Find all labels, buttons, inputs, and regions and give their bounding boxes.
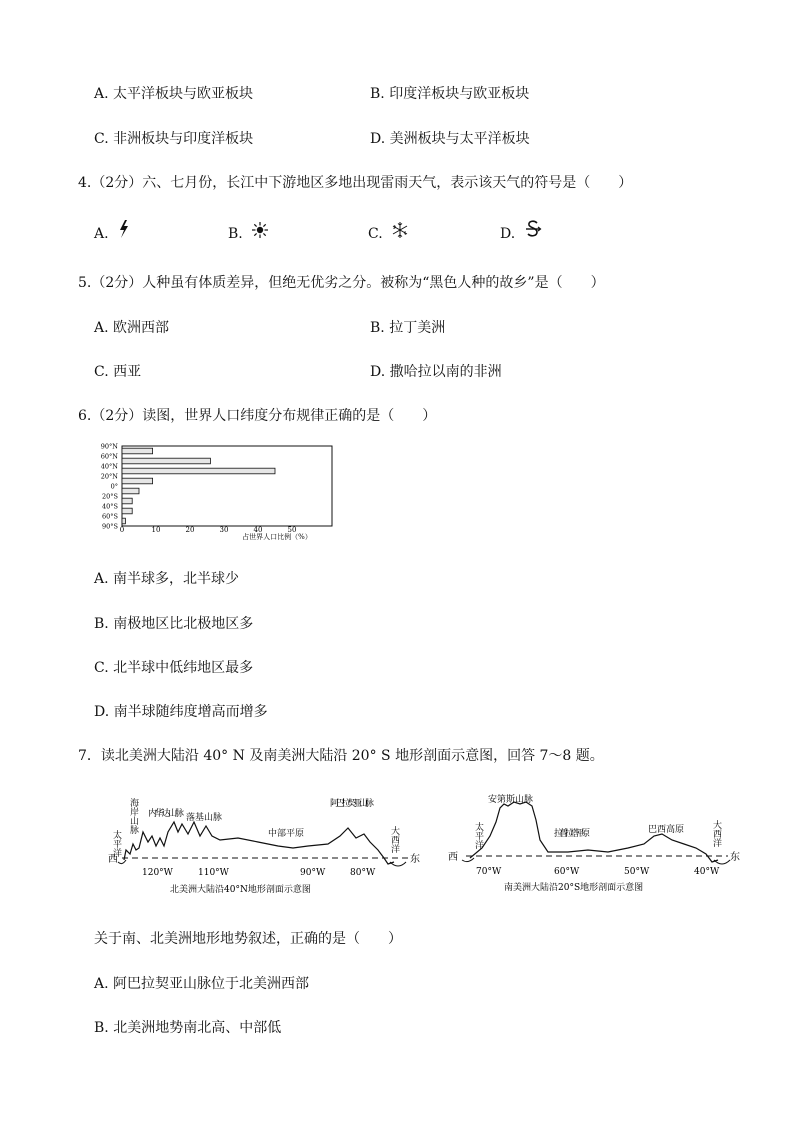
snowflake-icon — [391, 221, 409, 239]
sa-tick-70w: 70°W — [476, 867, 502, 877]
na-west-label: 西 — [108, 854, 118, 865]
chart-y-tick-label: 60°S — [102, 512, 118, 521]
chart-bar — [122, 498, 132, 504]
chart-y-tick-label: 90°N — [100, 442, 118, 451]
sa-pacific-label: 太平洋 — [473, 822, 483, 849]
south-america-profile — [448, 790, 748, 900]
q4-label-a: A. — [94, 226, 109, 242]
na-rockies-label: 落基山脉 — [186, 813, 223, 823]
na-tick-80w: 80°W — [350, 868, 376, 878]
q6-option-d: D. 南半球随纬度增高而增多 — [94, 704, 268, 720]
chart-y-tick-label: 40°N — [100, 462, 118, 471]
population-latitude-chart — [92, 440, 342, 544]
chart-bar — [122, 508, 132, 514]
q4-option-a — [94, 226, 131, 242]
sa-andes-label: 安第斯山脉 — [488, 795, 534, 805]
chart-bar — [122, 468, 275, 474]
na-tick-110w: 110°W — [198, 868, 229, 878]
chart-x-tick-label: 20 — [185, 526, 195, 534]
na-pacific-label: 太平洋 — [111, 830, 121, 857]
q7-option-b: B. 北美洲地势南北高、中部低 — [94, 1020, 282, 1036]
q6-stem: 6.（2分）读图，世界人口纬度分布规律正确的是（ ） — [78, 408, 437, 424]
q3-option-d: D. 美洲板块与太平洋板块 — [370, 131, 530, 147]
na-appalachian-label: 阿巴拉契亚山脉 — [330, 799, 374, 809]
q5-stem: 5.（2分）人种虽有体质差异，但绝无优劣之分。被称为“黑色人种的故乡”是（ ） — [78, 275, 605, 291]
q4-option-c — [368, 226, 409, 242]
chart-x-tick-label: 30 — [219, 526, 229, 534]
chart-x-tick-label: 50 — [287, 526, 297, 534]
q6-option-b: B. 南极地区比北极地区多 — [94, 616, 254, 632]
q3-option-b: B. 印度洋板块与欧亚板块 — [370, 86, 530, 102]
chart-bar — [122, 478, 153, 484]
chart-x-tick-label: 0 — [119, 526, 125, 534]
na-east-label: 东 — [410, 854, 420, 865]
chart-y-tick-label: 90°S — [102, 522, 118, 531]
north-america-profile — [108, 792, 428, 900]
chart-y-tick-label: 0° — [110, 482, 118, 491]
q3-option-a: A. 太平洋板块与欧亚板块 — [94, 86, 254, 102]
q4-stem: 4.（2分）六、七月份，长江中下游地区多地出现雷雨天气，表示该天气的符号是（ ） — [78, 175, 633, 191]
chart-x-tick-label: 10 — [151, 526, 161, 534]
q7-sub-stem: 关于南、北美洲地形地势叙述，正确的是（ ） — [94, 931, 402, 947]
q4-label-d: D. — [500, 226, 516, 242]
na-nevada-label: 内华达山脉 — [148, 809, 184, 819]
q4-label-c: C. — [368, 226, 383, 242]
chart-x-axis-label: 占世界人口比例（%） — [242, 533, 312, 541]
q5-option-b: B. 拉丁美洲 — [370, 320, 446, 336]
sa-profile-caption: 南美洲大陆沿20°S地形剖面示意图 — [504, 883, 644, 893]
chart-y-tick-label: 60°N — [100, 452, 118, 461]
sa-west-label: 西 — [448, 852, 458, 863]
q4-option-b — [228, 226, 269, 242]
sa-tick-50w: 50°W — [624, 867, 650, 877]
q3-option-c: C. 非洲板块与印度洋板块 — [94, 131, 254, 147]
chart-bar — [122, 458, 210, 464]
sa-atlantic-label: 大西洋 — [711, 820, 721, 847]
na-tick-90w: 90°W — [300, 868, 326, 878]
sa-tick-40w: 40°W — [694, 867, 720, 877]
q7-stem: 7．读北美洲大陆沿 40° N 及南美洲大陆沿 20° S 地形剖面示意图，回答 7～8 题。 — [78, 748, 604, 764]
q4-option-d — [500, 226, 542, 242]
sandstorm-icon — [524, 219, 542, 239]
chart-bar — [122, 518, 125, 524]
na-coast-range-label: 海岸山脉 — [128, 798, 138, 834]
sa-la-plata-label: 拉普拉塔平原 — [554, 829, 590, 839]
chart-x-tick-label: 40 — [253, 526, 263, 534]
q6-option-a: A. 南半球多，北半球少 — [94, 571, 240, 587]
chart-y-tick-label: 20°N — [100, 472, 118, 481]
q6-option-c: C. 北半球中低纬地区最多 — [94, 660, 254, 676]
na-profile-caption: 北美洲大陆沿40°N地形剖面示意图 — [170, 885, 311, 895]
sa-brazil-label: 巴西高原 — [648, 825, 685, 835]
q5-option-a: A. 欧洲西部 — [94, 320, 170, 336]
q4-label-b: B. — [228, 226, 243, 242]
chart-bar — [122, 488, 139, 494]
q5-option-c: C. 西亚 — [94, 364, 142, 380]
na-central-plain-label: 中部平原 — [268, 829, 305, 839]
sa-east-label: 东 — [730, 852, 740, 863]
na-tick-120w: 120°W — [142, 868, 173, 878]
q5-option-d: D. 撒哈拉以南的非洲 — [370, 364, 502, 380]
q7-option-a: A. 阿巴拉契亚山脉位于北美洲西部 — [94, 976, 310, 992]
chart-y-tick-label: 20°S — [102, 492, 118, 501]
chart-bar — [122, 448, 153, 454]
chart-y-tick-label: 40°S — [102, 502, 118, 511]
sa-tick-60w: 60°W — [554, 867, 580, 877]
thunderstorm-lightning-icon — [117, 219, 131, 239]
na-atlantic-label: 大西洋 — [389, 826, 399, 853]
sunny-icon — [251, 221, 269, 239]
